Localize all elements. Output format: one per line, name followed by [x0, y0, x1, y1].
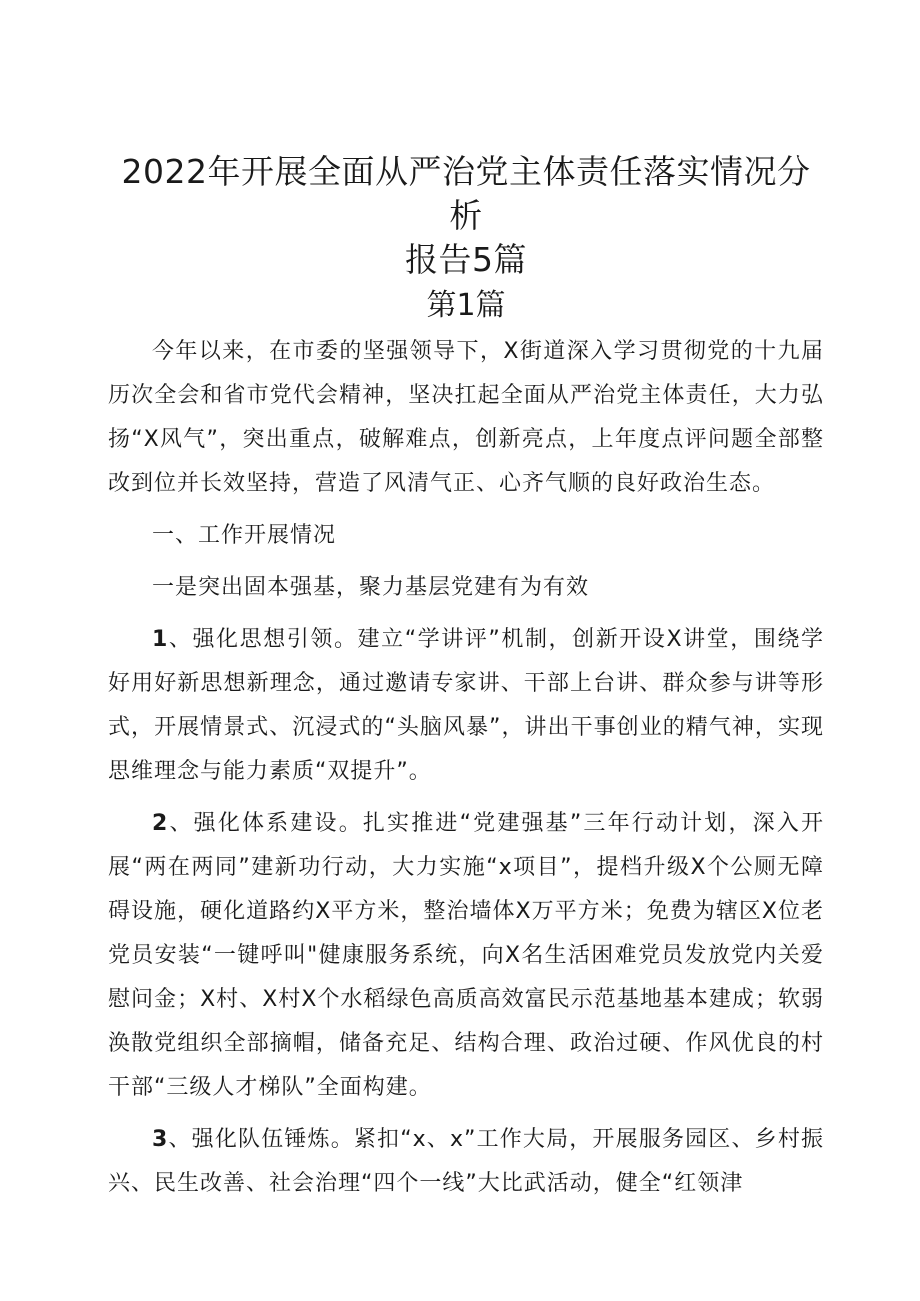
- item-paragraph: [108, 1118, 824, 1206]
- title-line-1: 2022年开展全面从严治党主体责任落实情况分析: [121, 152, 811, 235]
- title-line-2: 报告5篇: [405, 240, 527, 279]
- item-number: 2: [152, 811, 169, 836]
- section-heading: 一、工作开展情况: [152, 523, 337, 548]
- document-title: [108, 150, 824, 282]
- item-paragraph: [108, 802, 824, 1110]
- intro-paragraph: 今年以来，在市委的坚强领导下，X街道深入学习贯彻党的十九届历次全会和省市党代会精神，坚决扛起全面从严治党主体责任，大力弘扬“X风气”，突出重点，破解难点，创新亮点，上年度点评问题全部整改到位并长效坚持，营造了风清气正、心齐气顺的良好政治生态。: [108, 339, 824, 496]
- item-paragraph: [108, 618, 824, 794]
- item-number: 1: [152, 627, 169, 652]
- item-text: 、强化队伍锤炼。紧扣“x、x”工作大局，开展服务园区、乡村振兴、民生改善、社会治理“四个一线”大比武活动，健全“红领津: [108, 1127, 824, 1196]
- item-text: 、强化体系建设。扎实推进“党建强基”三年行动计划，深入开展“两在两同”建新功行动，大力实施“x项目”，提档升级X个公厕无障碍设施，硬化道路约X平方米，整治墙体X万平方米；免费为辖区X位老党员安装“一键呼叫"健康服务系统，向X名生活困难党员发放党内关爱慰问金；X村、X村X个水稻绿色高质高效富民示范基地基本建成；软弱涣散党组织全部摘帽，储备充足、结构合理、政治过硬、作风优良的村干部“三级人才梯队”全面构建。: [108, 811, 824, 1100]
- document-subtitle: 第1篇: [426, 288, 506, 323]
- item-number: 3: [152, 1127, 169, 1152]
- subsection-heading: 一是突出固本强基，聚力基层党建有为有效: [152, 575, 590, 600]
- item-text: 、强化思想引领。建立“学讲评”机制，创新开设X讲堂，围绕学好用好新思想新理念，通过邀请专家讲、干部上台讲、群众参与讲等形式，开展情景式、沉浸式的“头脑风暴”，讲出干事创业的精气神，实现思维理念与能力素质“双提升”。: [108, 627, 824, 784]
